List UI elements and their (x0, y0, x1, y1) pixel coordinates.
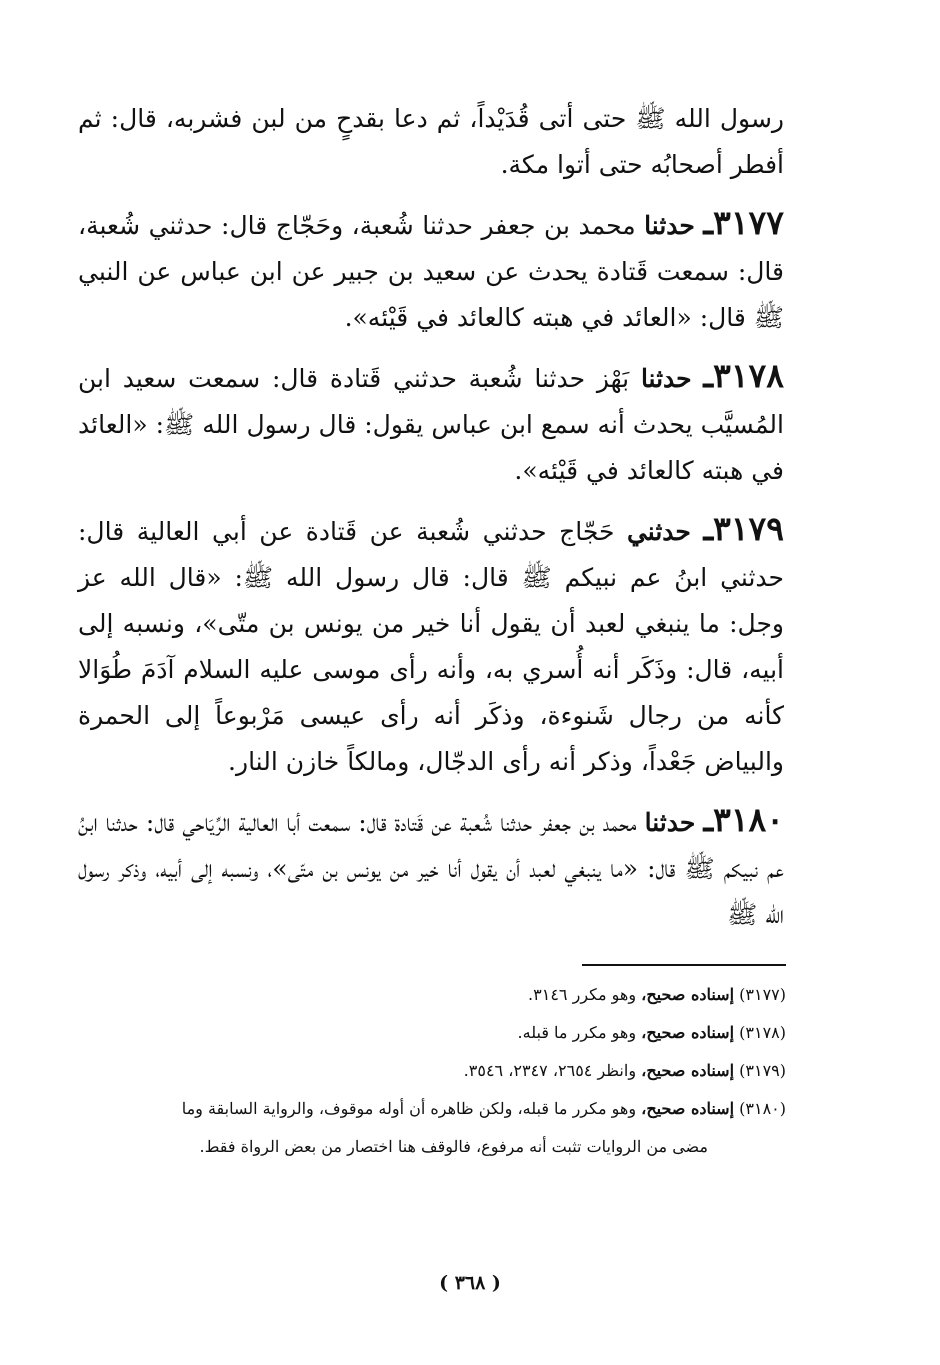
main-text (78, 96, 784, 938)
footnote-continuation: مضى من الروايات تثبت أنه مرفوع، فالوقف هنا اختصار من بعض الرواة فقط. (199, 1137, 708, 1156)
hadith-number: ٣١٧٩ـ (703, 509, 785, 548)
hadith-3177 (78, 200, 784, 341)
footnote-text: وانظر ٢٦٥٤، ٢٣٤٧، ٣٥٤٦. (463, 1061, 637, 1080)
footnote-3180 (80, 1090, 786, 1166)
footnote-ref: (٣١٨٠) (739, 1099, 786, 1118)
page-number: ( ٣٦٨ ) (439, 1272, 501, 1294)
footnote-text: وهو مكرر ٣١٤٦. (528, 985, 637, 1004)
hadith-text: بَهْز حدثنا شُعبة حدثني قَتادة قال: سمعت سعيد ابن المُسيَّب يحدث أنه سمع ابن عباس يقول: قال رسول الله ﷺ: «العائد في هبته كالعائد في قَيْئه». (78, 364, 784, 485)
footnote-grade: إسناده صحيح، (641, 1023, 735, 1042)
footnote-ref: (٣١٧٩) (739, 1061, 786, 1080)
hadith-lead-word: حدثنا (640, 364, 692, 393)
footnote-3178 (80, 1014, 786, 1052)
footnote-text: وهو مكرر ما قبله. (517, 1023, 637, 1042)
footnote-ref: (٣١٧٧) (739, 985, 786, 1004)
footnote-grade: إسناده صحيح، (641, 1099, 735, 1118)
footnote-3179 (80, 1052, 786, 1090)
hadith-lead-word: حدثنا (644, 808, 696, 837)
footnote-divider (582, 964, 786, 966)
hadith-3178 (78, 353, 784, 494)
hadith-lead-word: حدثني (626, 517, 691, 546)
footnote-grade: إسناده صحيح، (641, 1061, 735, 1080)
previous-hadith-continuation: رسول الله ﷺ حتى أتى قُدَيْداً، ثم دعا بقدحٍ من لبن فشربه، قال: ثم أفطر أصحابُه حتى أتوا مكة. (78, 104, 784, 179)
hadith-text: حَجّاج حدثني شُعبة عن قَتادة عن أبي العالية قال: حدثني ابنُ عم نبيكم ﷺ قال: قال رسول الله ﷺ: «قال الله عز وجل: ما ينبغي لعبد أن يقول أنا خير من يونس بن متّى»، ونسبه إلى أبيه، قال: وذَكَر أنه أُسري به، وأنه رأى موسى عليه السلام آدَمَ طُوَالا كأنه من رجال شَنوءة، وذكَر أنه رأى عيسى مَرْبوعاً إلى الحمرة والبياض جَعْداً، وذكر أنه رأى الدجّال، ومالكاً خازن النار. (78, 517, 784, 776)
hadith-number: ٣١٧٨ـ (703, 356, 784, 395)
hadith-number: ٣١٨٠ـ (703, 800, 785, 839)
footnote-ref: (٣١٧٨) (739, 1023, 786, 1042)
hadith-number: ٣١٧٧ـ (703, 203, 784, 242)
hadith-lead-word: حدثنا (644, 211, 695, 240)
footnote-3177 (80, 976, 786, 1014)
footnotes (80, 976, 786, 1166)
hadith-text: محمد بن جعفر حدثنا شُعبة عن قَتادة قال: سمعت أبا العالية الرِّيَاحي قال: حدثنا ابنُ عم نبيكم ﷺ قال: «ما ينبغي لعبد أن يقول أنا خير من يونس بن متّى»، ونسبه إلى أبيه، وذكر رسول الله ﷺ (78, 808, 784, 929)
hadith-text: محمد بن جعفر حدثنا شُعبة، وحَجّاج قال: حدثني شُعبة، قال: سمعت قَتادة يحدث عن سعيد بن جبير عن ابن عباس عن النبي ﷺ قال: «العائد في هبته كالعائد في قَيْئه». (78, 211, 784, 332)
footnote-text: وهو مكرر ما قبله، ولكن ظاهره أن أوله موقوف، والرواية السابقة وما (181, 1099, 637, 1118)
hadith-3180 (78, 797, 784, 938)
hadith-3179 (78, 506, 784, 785)
footnote-grade: إسناده صحيح، (641, 985, 735, 1004)
